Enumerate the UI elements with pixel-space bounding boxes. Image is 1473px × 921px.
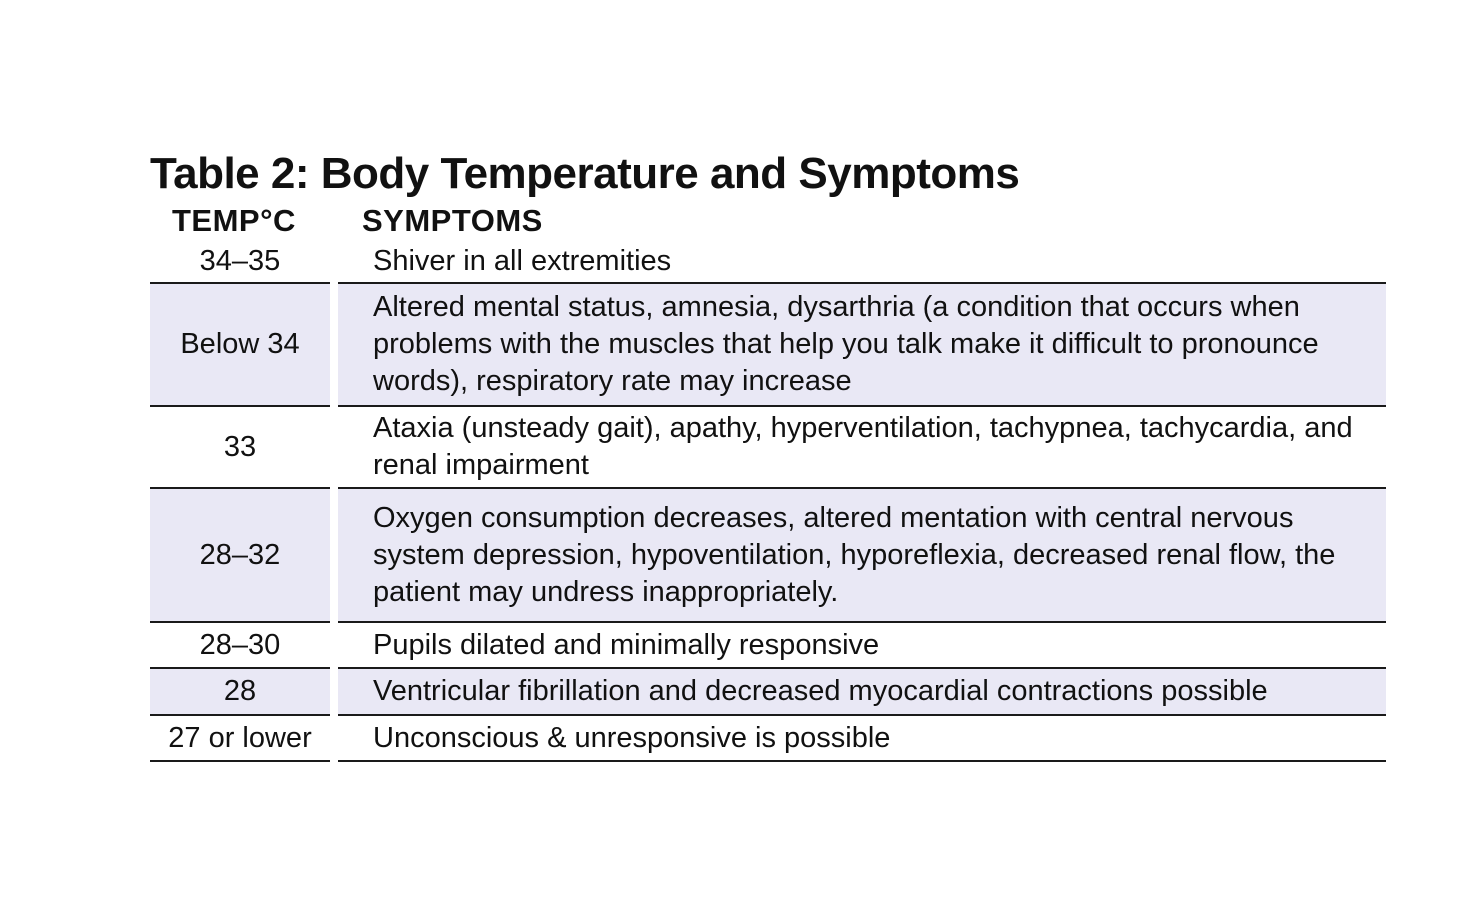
table-row [150, 407, 1386, 489]
symptoms-cell: Ventricular fibrillation and decreased myocardial contractions possible [338, 669, 1386, 716]
symptoms-cell: Oxygen consumption decreases, altered mentation with central nervous system depression, hypoventilation, hyporeflexia, decreased renal flow, the patient may undress inappropriately. [338, 489, 1386, 623]
symptoms-cell: Unconscious & unresponsive is possible [338, 716, 1386, 762]
table-header-row [150, 200, 1386, 240]
temperature-symptoms-table [150, 148, 1386, 762]
temp-cell: 28–32 [150, 489, 330, 623]
symptoms-cell: Shiver in all extremities [338, 240, 1386, 284]
symptoms-cell: Ataxia (unsteady gait), apathy, hyperventilation, tachypnea, tachycardia, and renal impairment [338, 407, 1386, 489]
table-title: Table 2: Body Temperature and Symptoms [150, 149, 1020, 198]
temp-cell: 27 or lower [150, 716, 330, 762]
table-row [150, 240, 1386, 284]
temp-cell: Below 34 [150, 284, 330, 407]
header-temp: TEMP°C [172, 203, 296, 238]
temp-cell: 28–30 [150, 623, 330, 669]
header-symptoms: SYMPTOMS [362, 203, 543, 238]
table-row [150, 489, 1386, 623]
temp-cell: 28 [150, 669, 330, 716]
table-row [150, 623, 1386, 669]
symptoms-cell: Altered mental status, amnesia, dysarthria (a condition that occurs when problems with the muscles that help you talk make it difficult to pronounce words), respiratory rate may increase [338, 284, 1386, 407]
table-row [150, 669, 1386, 716]
symptoms-cell: Pupils dilated and minimally responsive [338, 623, 1386, 669]
table-row [150, 716, 1386, 762]
temp-cell: 34–35 [150, 240, 330, 284]
table-row [150, 284, 1386, 407]
temp-cell: 33 [150, 407, 330, 489]
